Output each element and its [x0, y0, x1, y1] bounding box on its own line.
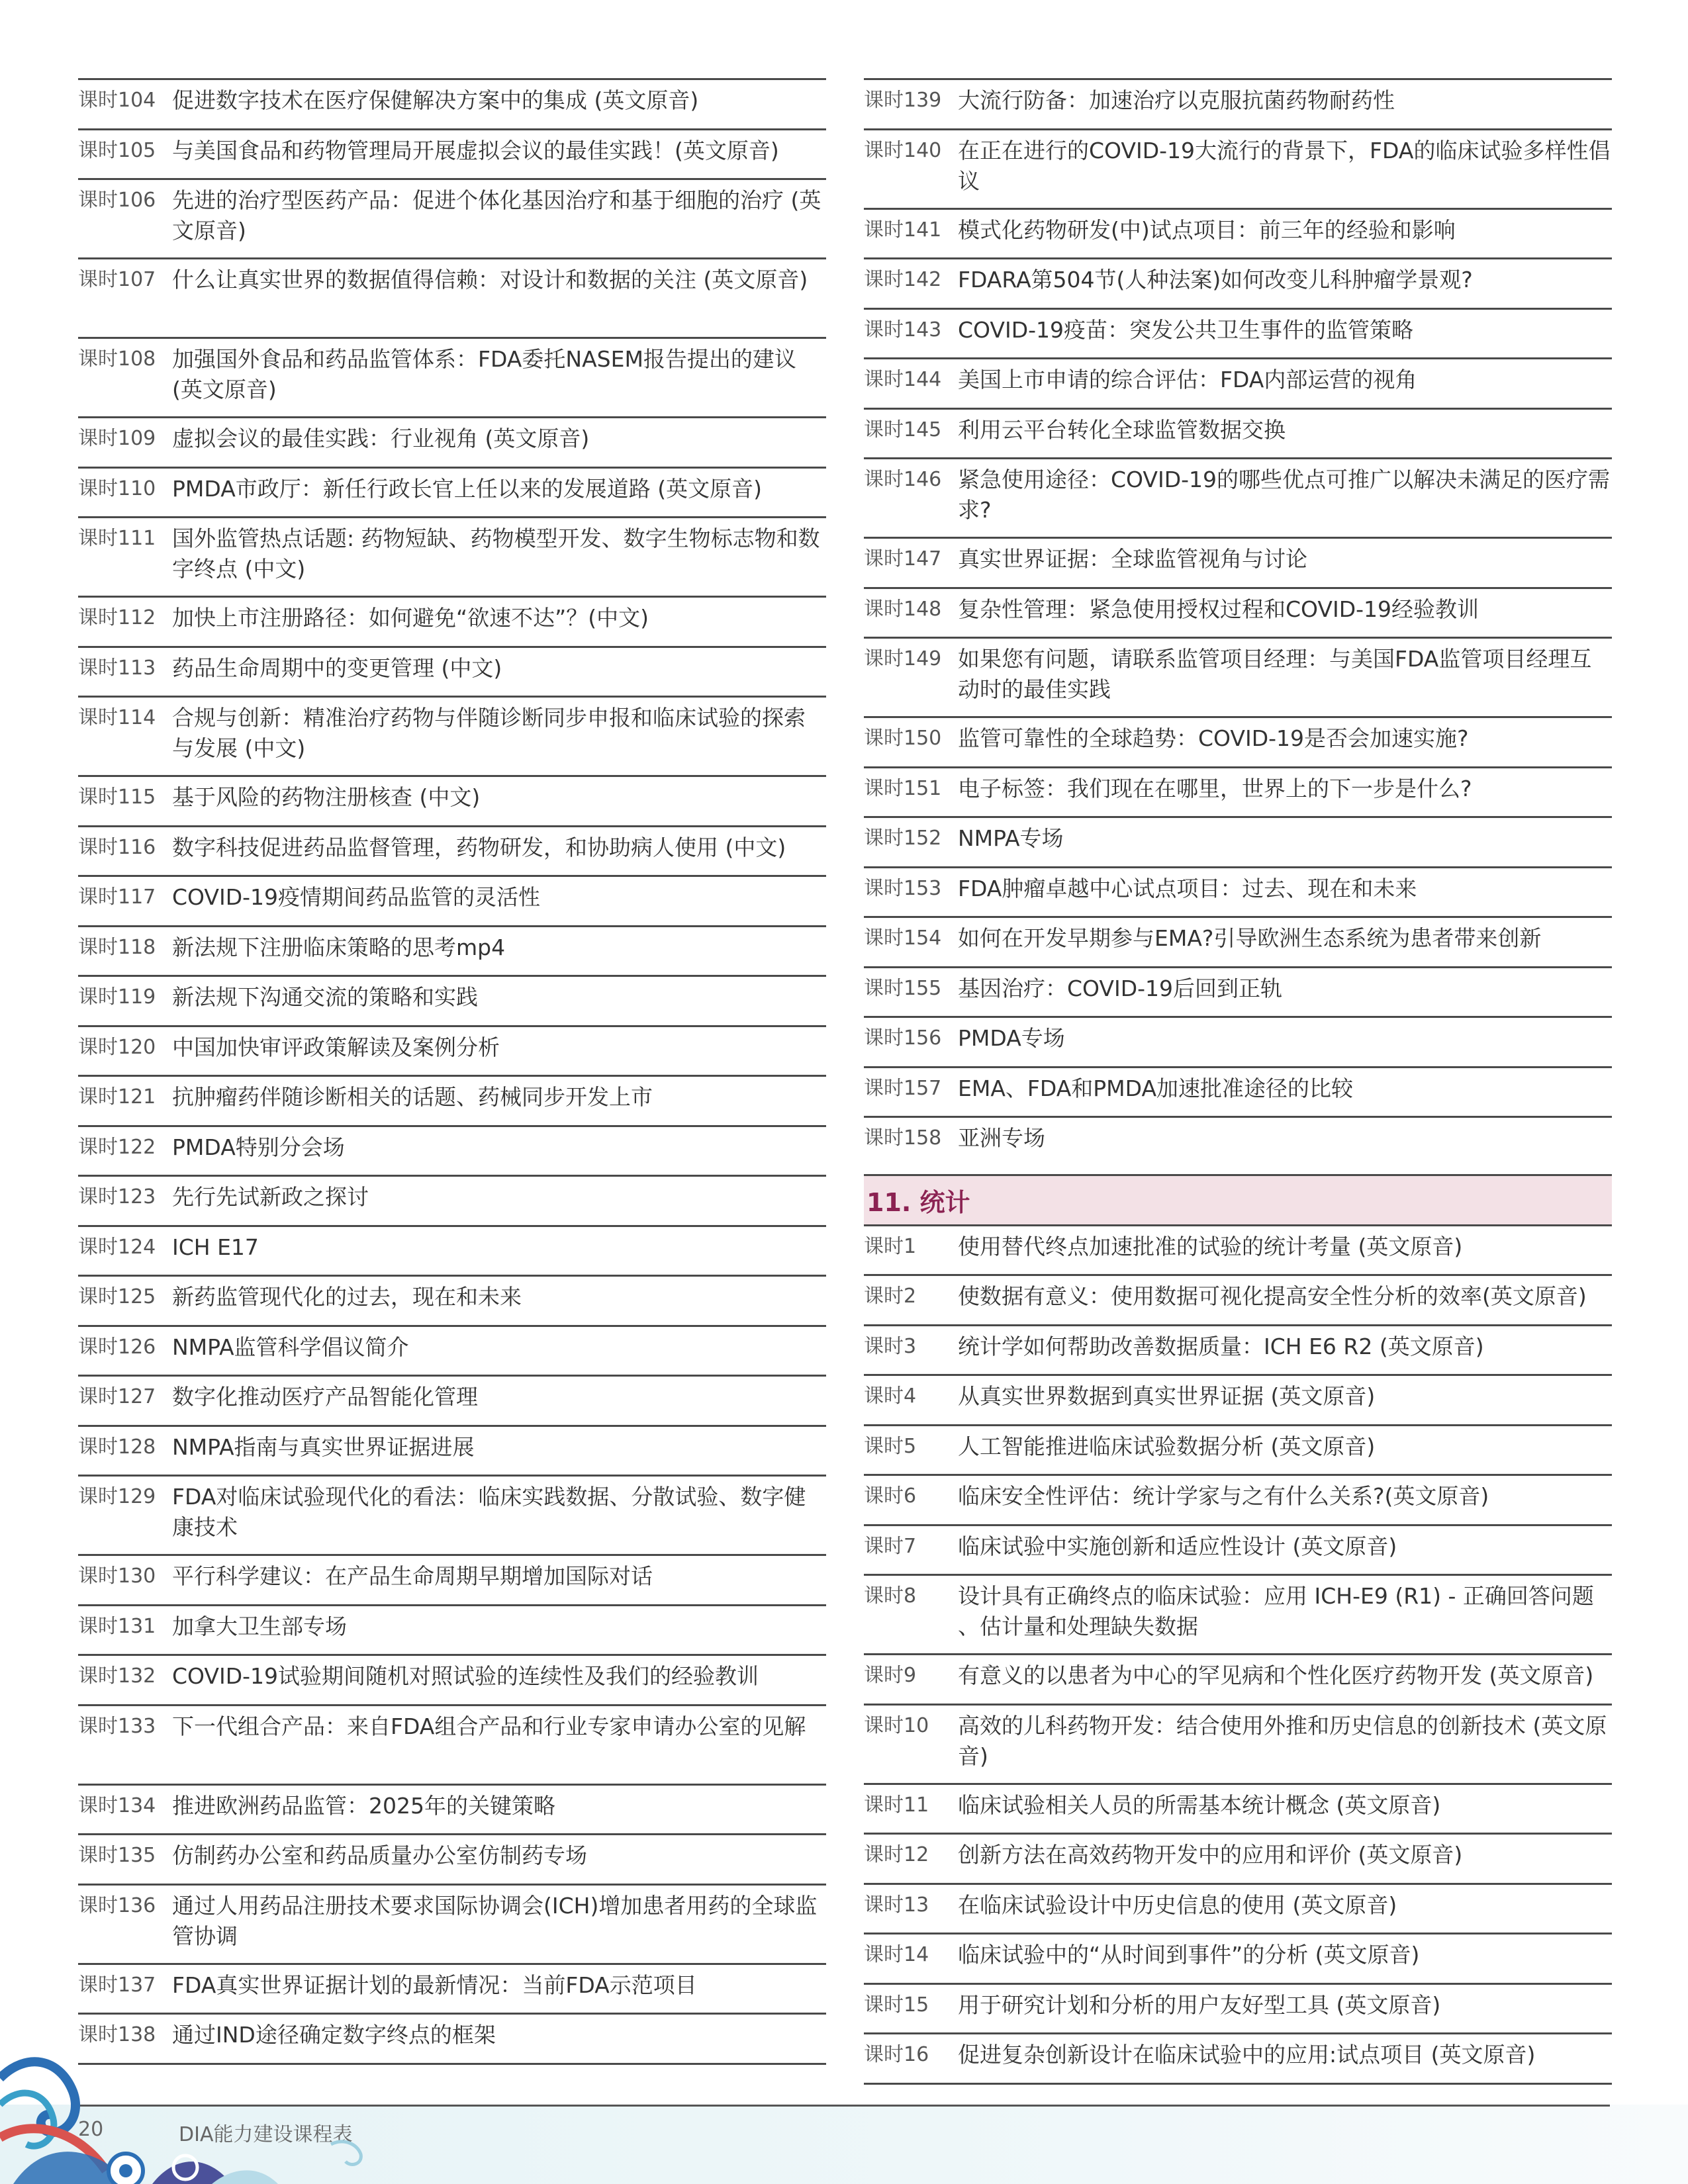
course-row [864, 1374, 1612, 1412]
course-code: 课时155 [864, 976, 942, 1000]
course-row [78, 696, 826, 764]
course-code: 课时120 [78, 1035, 156, 1059]
course-row [864, 78, 1612, 116]
course-title: 大流行防备：加速治疗以克服抗菌药物耐药性 [958, 87, 1395, 113]
course-row [864, 128, 1612, 197]
course-code: 课时112 [78, 606, 156, 629]
course-code: 课时121 [78, 1085, 156, 1109]
course-row [78, 1884, 826, 1952]
course-row [78, 875, 826, 913]
course-row [78, 1275, 826, 1312]
course-row [78, 1225, 826, 1263]
course-code: 课时154 [864, 927, 942, 950]
course-code: 课时153 [864, 876, 942, 900]
course-code: 课时130 [78, 1565, 156, 1588]
course-code: 课时116 [78, 835, 156, 859]
course-title: 加强国外食品和药品监管体系：FDA委托NASEM报告提出的建议(英文原音) [172, 346, 796, 402]
course-code: 课时110 [78, 477, 156, 500]
course-title: COVID-19试验期间随机对照试验的连续性及我们的经验教训 [172, 1663, 759, 1689]
course-code: 课时127 [78, 1385, 156, 1408]
course-code: 课时152 [864, 827, 942, 850]
course-row [864, 408, 1612, 445]
course-code: 课时157 [864, 1076, 942, 1100]
course-code: 课时14 [864, 1943, 929, 1966]
course-row [78, 1963, 826, 2001]
course-title: 加快上市注册路径：如何避免“欲速不达”？(中文) [172, 605, 649, 631]
course-code: 课时126 [78, 1335, 156, 1359]
course-code: 课时106 [78, 189, 156, 212]
course-title: FDARA第504节(人种法案)如何改变儿科肿瘤学景观? [958, 267, 1473, 293]
course-title: 高效的儿科药物开发：结合使用外推和历史信息的创新技术 (英文原音) [958, 1712, 1607, 1769]
course-code: 课时131 [78, 1614, 156, 1638]
course-title: 数字化推动医疗产品智能化管理 [172, 1384, 478, 1410]
course-code: 课时156 [864, 1026, 942, 1050]
course-code: 课时104 [78, 89, 156, 112]
course-code: 课时8 [864, 1584, 917, 1608]
course-code: 课时2 [864, 1285, 917, 1308]
course-title: 抗肿瘤药伴随诊断相关的话题、药械同步开发上市 [172, 1084, 653, 1110]
course-row [864, 966, 1612, 1004]
course-title: PMDA特别分会场 [172, 1134, 345, 1160]
course-code: 课时132 [78, 1664, 156, 1688]
course-code: 课时134 [78, 1794, 156, 1817]
course-code: 课时123 [78, 1185, 156, 1208]
course-code: 课时136 [78, 1893, 156, 1917]
course-code: 课时142 [864, 268, 942, 291]
course-title: 用于研究计划和分析的用户友好型工具 (英文原音) [958, 1991, 1441, 2018]
course-title: 什么让真实世界的数据值得信赖：对设计和数据的关注 (英文原音) [172, 267, 808, 293]
course-row [864, 357, 1612, 395]
course-title: 临床试验中实施创新和适应性设计 (英文原音) [958, 1533, 1397, 1559]
course-row [864, 916, 1612, 954]
course-row [78, 1704, 826, 1742]
course-row [78, 1325, 826, 1363]
course-code: 课时135 [78, 1844, 156, 1867]
course-row [864, 1424, 1612, 1462]
course-code: 课时114 [78, 706, 156, 729]
course-row [78, 78, 826, 116]
course-code: 课时1 [864, 1234, 917, 1258]
course-title: 临床安全性评估：统计学家与之有什么关系?(英文原音) [958, 1483, 1489, 1509]
course-title: EMA、FDA和PMDA加速批准途径的比较 [958, 1075, 1354, 1101]
course-code: 课时11 [864, 1793, 929, 1817]
course-row [78, 1175, 826, 1212]
course-row [864, 1783, 1612, 1821]
course-title: 加拿大卫生部专场 [172, 1613, 347, 1639]
course-row [864, 1833, 1612, 1870]
course-row [864, 1016, 1612, 1054]
course-title: 促进数字技术在医疗保健解决方案中的集成 (英文原音) [172, 87, 699, 113]
course-row [864, 1224, 1612, 1262]
course-title: COVID-19疫苗：突发公共卫生事件的监管策略 [958, 316, 1414, 343]
course-code: 课时10 [864, 1713, 929, 1737]
course-code: 课时9 [864, 1664, 917, 1687]
course-code: 课时141 [864, 218, 942, 242]
course-code: 课时3 [864, 1334, 917, 1358]
course-row [78, 178, 826, 246]
course-code: 课时108 [78, 347, 156, 371]
course-row [864, 537, 1612, 574]
course-row [78, 1475, 826, 1543]
course-title: 在正在进行的COVID-19大流行的背景下，FDA的临床试验多样性倡议 [958, 137, 1611, 194]
course-title: 人工智能推进临床试验数据分析 (英文原音) [958, 1433, 1376, 1459]
course-code: 课时107 [78, 268, 156, 291]
course-title: 仿制药办公室和药品质量办公室仿制药专场 [172, 1843, 587, 1868]
course-code: 课时128 [78, 1435, 156, 1459]
course-row [78, 1125, 826, 1163]
course-title: 新法规下沟通交流的策略和实践 [172, 984, 478, 1010]
course-row [78, 337, 826, 405]
course-title: 药品生命周期中的变更管理 (中文) [172, 655, 502, 681]
course-row [78, 1654, 826, 1692]
course-title: FDA真实世界证据计划的最新情况：当前FDA示范项目 [172, 1972, 697, 1998]
course-code: 课时133 [78, 1714, 156, 1738]
course-row [78, 1784, 826, 1821]
course-code: 课时105 [78, 138, 156, 162]
course-code: 课时117 [78, 886, 156, 909]
course-code: 课时138 [78, 2023, 156, 2046]
course-row [864, 866, 1612, 904]
course-title: 模式化药物研发(中)试点项目：前三年的经验和影响 [958, 216, 1456, 243]
course-title: 虚拟会议的最佳实践：行业视角 (英文原音) [172, 426, 590, 451]
course-title: 使用替代终点加速批准的试验的统计考量 (英文原音) [958, 1233, 1463, 1259]
course-code: 课时129 [78, 1485, 156, 1508]
course-title: 临床试验中的“从时间到事件”的分析 (英文原音) [958, 1942, 1420, 1968]
course-title: PMDA专场 [958, 1025, 1065, 1051]
course-row [78, 257, 826, 295]
course-row [864, 208, 1612, 246]
course-row [78, 516, 826, 584]
course-code: 课时118 [78, 935, 156, 959]
course-title: FDA肿瘤卓越中心试点项目：过去、现在和未来 [958, 875, 1417, 901]
course-title: 从真实世界数据到真实世界证据 (英文原音) [958, 1383, 1376, 1409]
course-code: 课时146 [864, 468, 942, 491]
course-row [78, 1025, 826, 1063]
course-title: NMPA监管科学倡议简介 [172, 1334, 409, 1360]
course-title: 平行科学建议：在产品生命周期早期增加国际对话 [172, 1563, 653, 1589]
course-row [78, 1554, 826, 1592]
course-row [864, 1066, 1612, 1104]
course-title: 如果您有问题，请联系监管项目经理：与美国FDA监管项目经理互动时的最佳实践 [958, 646, 1592, 702]
course-title: 合规与创新：精准治疗药物与伴随诊断同步申报和临床试验的探索与发展 (中文) [172, 705, 806, 761]
course-title: 基因治疗：COVID-19后回到正轨 [958, 975, 1283, 1001]
course-title: 促进复杂创新设计在临床试验中的应用:试点项目 (英文原音) [958, 2042, 1536, 2068]
course-title: 新法规下注册临床策略的思考mp4 [172, 934, 506, 960]
course-row [864, 2032, 1612, 2070]
course-row [864, 308, 1612, 345]
course-code: 课时139 [864, 89, 942, 112]
course-code: 课时124 [78, 1235, 156, 1259]
course-row [78, 975, 826, 1013]
section-heading: 11. 统计 [864, 1174, 1612, 1224]
course-row [864, 1116, 1612, 1154]
course-title: 复杂性管理：紧急使用授权过程和COVID-19经验教训 [958, 596, 1479, 622]
course-code: 课时148 [864, 597, 942, 621]
course-row [864, 1983, 1612, 2021]
course-code: 课时145 [864, 418, 942, 441]
course-code: 课时6 [864, 1484, 917, 1508]
course-row [78, 128, 826, 166]
course-title: 紧急使用途径：COVID-19的哪些优点可推广以解决未满足的医疗需求? [958, 467, 1611, 523]
course-row [864, 1474, 1612, 1512]
course-code: 课时16 [864, 2043, 929, 2066]
course-title: 在临床试验设计中历史信息的使用 (英文原音) [958, 1891, 1397, 1918]
course-code: 课时119 [78, 985, 156, 1009]
page-number: 20 [78, 2118, 104, 2141]
course-title: 有意义的以患者为中心的罕见病和个性化医疗药物开发 (英文原音) [958, 1662, 1594, 1688]
course-row [864, 1653, 1612, 1691]
course-code: 课时137 [78, 1973, 156, 1997]
course-title: 先行先试新政之探讨 [172, 1184, 369, 1210]
course-row [78, 646, 826, 684]
course-code: 课时143 [864, 318, 942, 341]
course-row [864, 587, 1612, 625]
course-title: 新药监管现代化的过去，现在和未来 [172, 1284, 522, 1310]
course-title: 临床试验相关人员的所需基本统计概念 (英文原音) [958, 1792, 1441, 1818]
course-code: 课时109 [78, 427, 156, 450]
course-title: COVID-19疫情期间药品监管的灵活性 [172, 884, 541, 910]
course-row [864, 766, 1612, 804]
course-title: 电子标签：我们现在在哪里，世界上的下一步是什么? [958, 775, 1472, 801]
course-title: PMDA市政厅：新任行政长官上任以来的发展道路 (英文原音) [172, 475, 763, 502]
course-row [78, 467, 826, 504]
course-row [864, 1524, 1612, 1562]
course-row [78, 1375, 826, 1412]
course-code: 课时147 [864, 547, 942, 570]
course-row [864, 257, 1612, 295]
course-row [78, 925, 826, 963]
course-code: 课时149 [864, 647, 942, 670]
course-code: 课时7 [864, 1534, 917, 1558]
course-title: ICH E17 [172, 1234, 259, 1260]
course-code: 课时13 [864, 1893, 929, 1917]
course-title: 国外监管热点话题: 药物短缺、药物模型开发、数字生物标志物和数字终点 (中文) [172, 525, 820, 582]
course-title: 使数据有意义：使用数据可视化提高安全性分析的效率(英文原音) [958, 1283, 1587, 1309]
course-code: 课时12 [864, 1843, 929, 1866]
course-row [864, 1274, 1612, 1312]
course-row [864, 1933, 1612, 1970]
course-title: 如何在开发早期参与EMA?引导欧洲生态系统为患者带来创新 [958, 925, 1542, 951]
course-code: 课时115 [78, 786, 156, 809]
course-row [78, 596, 826, 633]
course-code: 课时4 [864, 1385, 917, 1408]
course-title: 利用云平台转化全球监管数据交换 [958, 416, 1286, 443]
course-title: 创新方法在高效药物开发中的应用和评价 (英文原音) [958, 1842, 1463, 1868]
course-row [78, 1604, 826, 1642]
course-row [864, 716, 1612, 754]
course-title: 统计学如何帮助改善数据质量：ICH E6 R2 (英文原音) [958, 1333, 1484, 1359]
course-row [864, 457, 1612, 525]
table-bottom-rule [864, 2083, 1612, 2085]
course-title: 美国上市申请的综合评估：FDA内部运营的视角 [958, 367, 1417, 392]
course-row [78, 1425, 826, 1463]
course-title: 通过IND途径确定数字终点的框架 [172, 2022, 496, 2048]
course-title: FDA对临床试验现代化的看法：临床实践数据、分散试验、数字健康技术 [172, 1484, 806, 1540]
course-row [78, 775, 826, 813]
course-code: 课时15 [864, 1993, 929, 2017]
course-code: 课时125 [78, 1285, 156, 1308]
course-title: 先进的治疗型医药产品：促进个体化基因治疗和基于细胞的治疗 (英文原音) [172, 187, 821, 244]
course-title: 中国加快审评政策解读及案例分析 [172, 1034, 500, 1060]
course-row [78, 416, 826, 454]
course-row [78, 1833, 826, 1871]
course-title: 真实世界证据：全球监管视角与讨论 [958, 546, 1307, 572]
course-title: 推进欧洲药品监管：2025年的关键策略 [172, 1792, 555, 1819]
course-row [864, 637, 1612, 705]
course-title: 监管可靠性的全球趋势：COVID-19是否会加速实施? [958, 725, 1469, 751]
course-code: 课时5 [864, 1434, 917, 1458]
course-row [78, 1075, 826, 1113]
course-title: NMPA专场 [958, 825, 1064, 851]
course-code: 课时151 [864, 776, 942, 800]
course-title: 与美国食品和药物管理局开展虚拟会议的最佳实践！(英文原音) [172, 137, 779, 163]
course-title: 通过人用药品注册技术要求国际协调会(ICH)增加患者用药的全球监管协调 [172, 1892, 818, 1949]
course-code: 课时113 [78, 656, 156, 680]
course-row [864, 1883, 1612, 1921]
course-title: 设计具有正确终点的临床试验：应用 ICH-E9 (R1) - 正确回答问题 、估计量和处理缺失数据 [958, 1583, 1594, 1639]
wave-decoration-icon [0, 2038, 371, 2184]
course-title: 下一代组合产品：来自FDA组合产品和行业专家申请办公室的见解 [172, 1713, 806, 1739]
course-row [864, 1574, 1612, 1642]
course-row [78, 825, 826, 863]
course-title: 数字科技促进药品监督管理，药物研发，和协助病人使用 (中文) [172, 834, 786, 860]
course-code: 课时111 [78, 527, 156, 550]
course-code: 课时150 [864, 727, 942, 750]
course-code: 课时144 [864, 368, 942, 391]
course-code: 课时122 [78, 1135, 156, 1159]
footer-label: DIA能力建设课程表 [179, 2123, 353, 2146]
course-row [864, 816, 1612, 854]
course-code: 课时140 [864, 138, 942, 162]
course-title: 基于风险的药物注册核查 (中文) [172, 784, 481, 810]
course-title: 亚洲专场 [958, 1125, 1045, 1151]
course-row [864, 1704, 1612, 1772]
course-title: NMPA指南与真实世界证据进展 [172, 1433, 475, 1460]
course-code: 课时158 [864, 1126, 942, 1150]
course-row [864, 1324, 1612, 1362]
